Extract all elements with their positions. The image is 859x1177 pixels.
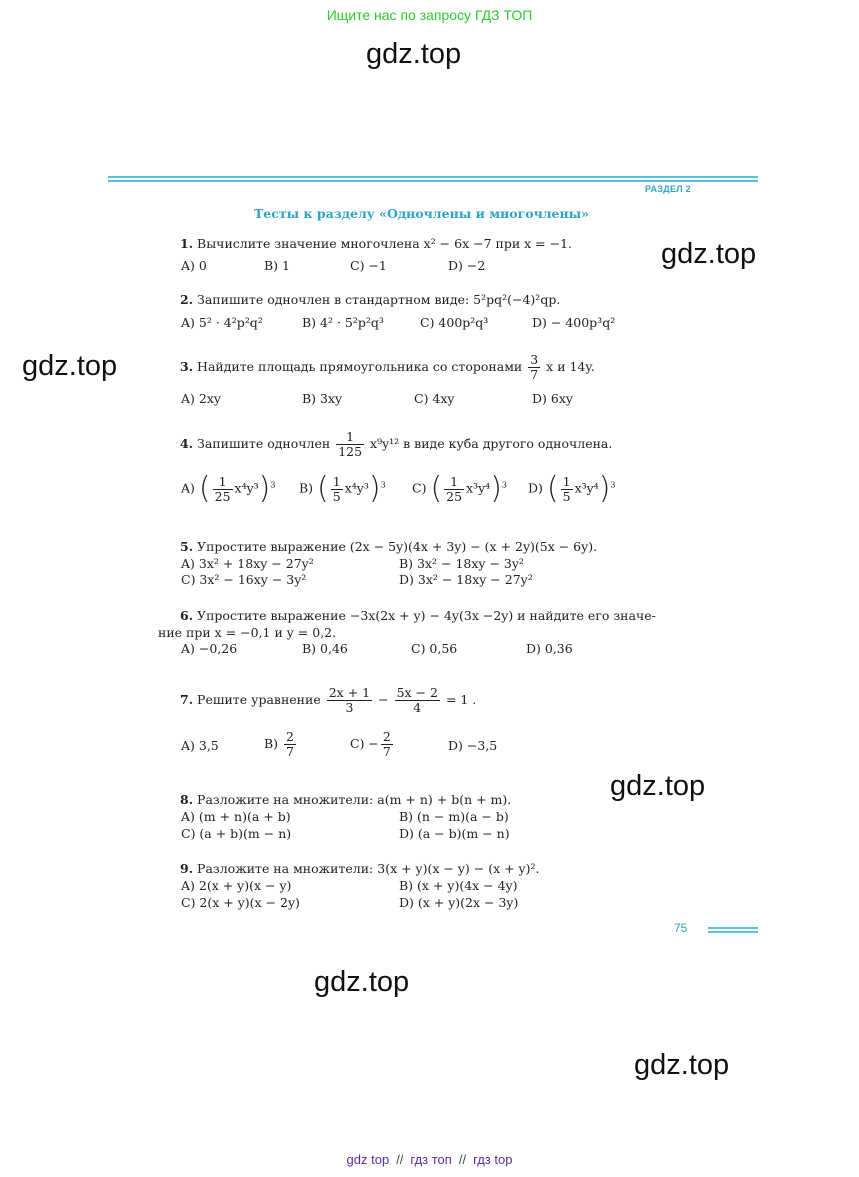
fraction: $\frac{3}{7}$ (530, 352, 539, 382)
option-c: C) − $\frac{2}{7}$ (350, 729, 391, 759)
question-text: Упростите выражение (2x − 5y)(4x + 3y) − (x + 2y)(5x − 6y). (197, 539, 598, 554)
bottom-link[interactable]: gdz top (346, 1152, 390, 1167)
option-b: B) $\frac{2}{7}$ (264, 729, 294, 759)
page-heading: Тесты к разделу «Одночлены и многочлены» (254, 206, 589, 221)
question-text: Разложите на множители: 3(x + y)(x − y) − (x + y)². (197, 861, 540, 876)
option-c: C) 3x² − 16xy − 3y² (181, 572, 307, 587)
option-a: A) 2xy (181, 391, 221, 406)
question-text: Разложите на множители: a(m + n) + b(n + m). (197, 792, 512, 807)
watermark: gdz.top (366, 38, 462, 70)
option-b: B) 0,46 (302, 641, 348, 656)
option-b: B) (n − m)(a − b) (399, 809, 509, 824)
option-d: D) 0,36 (526, 641, 573, 656)
option-b: B) 1 (264, 258, 290, 273)
watermark: gdz.top (610, 770, 706, 802)
header-rule (108, 176, 758, 178)
question-text: в виде куба другого одночлена. (403, 436, 613, 451)
question-3 (180, 353, 595, 382)
question-8 (180, 792, 511, 807)
option-d: D) −3,5 (448, 738, 498, 753)
top-search-link[interactable]: Ищите нас по запросу ГДЗ ТОП (326, 7, 533, 23)
question-number: 1. (180, 236, 194, 251)
option-c: C) (a + b)(m − n) (181, 826, 292, 841)
question-number: 5. (180, 539, 194, 554)
question-text: Запишите одночлен в стандартном виде: 5²pq²(−4)²qp. (197, 292, 561, 307)
option-c: C) 400p²q³ (420, 315, 489, 330)
option-c: C) ( $\frac{1}{25}$ x³y⁴)$^3$ (412, 471, 508, 506)
question-number: 9. (180, 861, 194, 876)
option-b: B) (x + y)(4x − 4y) (399, 878, 518, 893)
question-text: Запишите одночлен (197, 436, 331, 451)
option-d: D) 6xy (532, 391, 573, 406)
option-c: C) 0,56 (411, 641, 458, 656)
question-number: 8. (180, 792, 194, 807)
bottom-link[interactable]: гдз топ (410, 1152, 452, 1167)
section-label: РАЗДЕЛ 2 (645, 184, 691, 194)
question-9 (180, 861, 539, 876)
bottom-links (0, 1152, 859, 1167)
option-d: D) − 400p³q² (532, 315, 616, 330)
option-a: A) 2(x + y)(x − y) (181, 878, 292, 893)
question-text: Найдите площадь прямоугольника со сторонами (197, 359, 523, 374)
option-b: B) 4² · 5²p²q³ (302, 315, 384, 330)
option-c: C) 4xy (414, 391, 455, 406)
option-a: A) 3x² + 18xy − 27y² (181, 556, 314, 571)
option-a: A) (m + n)(a + b) (181, 809, 291, 824)
question-text: Вычислите значение многочлена x² − 6x −7 при x = −1. (197, 236, 573, 251)
watermark: gdz.top (634, 1049, 730, 1081)
link-separator: // (396, 1152, 404, 1167)
question-text: Решите уравнение (197, 692, 321, 707)
page-number-rule (708, 931, 758, 933)
question-text: x⁹y¹² (370, 436, 400, 451)
question-2 (180, 292, 560, 307)
question-text: Упростите выражение −3x(2x + y) − 4y(3x −2y) и найдите его значе- (197, 608, 656, 623)
question-number: 2. (180, 292, 194, 307)
question-number: 3. (180, 359, 194, 374)
question-7: 7. Решите уравнение $\frac{2x + 1}{3}$ − $\frac{5x - 2}{4}$ = 1 . (180, 685, 477, 715)
option-d: D) ( $\frac{1}{5}$ x³y⁴)$^3$ (528, 471, 616, 506)
question-number: 7. (180, 692, 194, 707)
fraction: $\frac{5x - 2}{4}$ (396, 685, 438, 715)
option-a: A) ( $\frac{1}{25}$ x⁴y³)$^3$ (181, 471, 276, 506)
question-number: 6. (180, 608, 194, 623)
option-b: B) ( $\frac{1}{5}$ x⁴y³)$^3$ (299, 471, 386, 506)
option-a: A) 5² · 4²p²q² (181, 315, 263, 330)
option-b: B) 3xy (302, 391, 343, 406)
page-number: 75 (674, 921, 688, 935)
option-c: C) 2(x + y)(x − 2y) (181, 895, 300, 910)
watermark: gdz.top (22, 350, 118, 382)
link-separator: // (458, 1152, 467, 1167)
question-4 (180, 430, 612, 459)
option-a: A) 3,5 (181, 738, 219, 753)
page-number-rule (708, 927, 758, 929)
header-rule (108, 180, 758, 182)
option-d: D) 3x² − 18xy − 27y² (399, 572, 533, 587)
option-b: B) 3x² − 18xy − 3y² (399, 556, 524, 571)
question-6 (180, 608, 656, 623)
watermark: gdz.top (661, 238, 757, 270)
question-1 (180, 236, 572, 251)
bottom-link[interactable]: гдз top (473, 1152, 513, 1167)
option-a: A) −0,26 (181, 641, 238, 656)
option-c: C) −1 (350, 258, 387, 273)
option-d: D) −2 (448, 258, 486, 273)
fraction: $\frac{1}{125}$ (338, 429, 363, 459)
question-text: x и 14y. (546, 359, 595, 374)
option-a: A) 0 (181, 258, 207, 273)
watermark: gdz.top (314, 966, 410, 998)
question-5 (180, 539, 597, 554)
option-d: D) (a − b)(m − n) (399, 826, 510, 841)
question-text: ние при x = −0,1 и y = 0,2. (158, 625, 337, 640)
option-d: D) (x + y)(2x − 3y) (399, 895, 519, 910)
fraction: $\frac{2x + 1}{3}$ (328, 685, 371, 715)
question-number: 4. (180, 436, 194, 451)
